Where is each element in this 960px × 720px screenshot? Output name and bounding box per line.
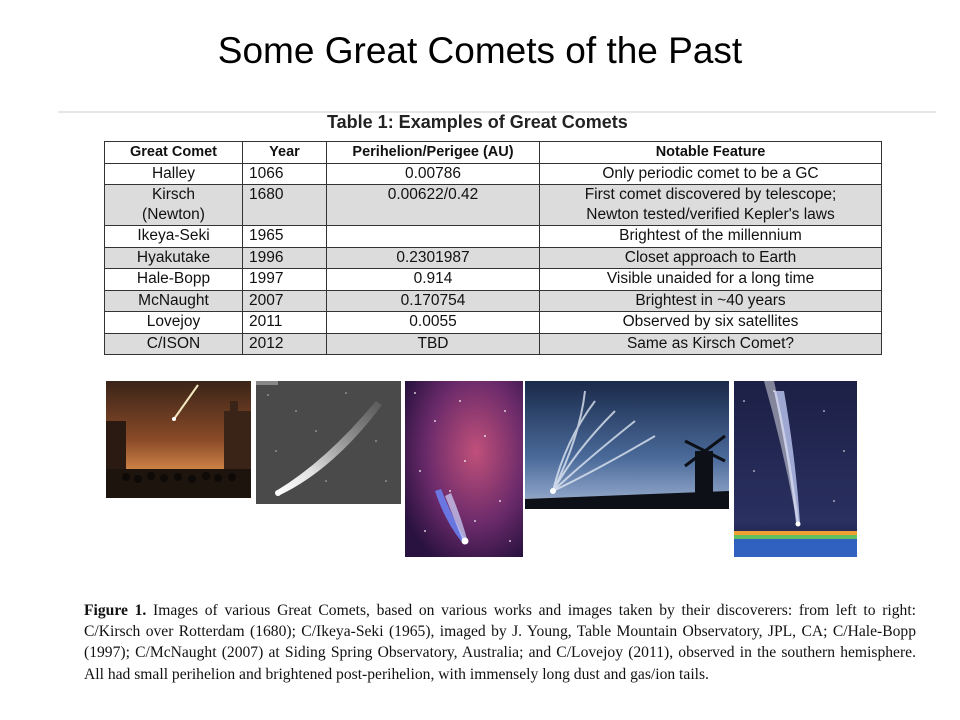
cell-great-comet [105, 290, 243, 312]
mcnaught-image [525, 381, 729, 509]
photo-hale-bopp [405, 381, 523, 557]
cell-great-comet [105, 185, 243, 226]
cell-notable-feature [540, 312, 882, 334]
cell-perihelion-line: 0.0055 [409, 313, 457, 330]
cell-great-comet [105, 163, 243, 185]
cell-perihelion-line: 0.914 [413, 270, 453, 287]
photo-mcnaught [525, 381, 729, 509]
figure-text: Images of various Great Comets, based on various works and images taken by their discoverers: from left to right: C/Kirsch over Rotterdam (1680); C/Ikeya-Seki (1965), imaged by J. Young, Table Mountain Observatory, JPL, CA; C/Hale-Bopp (1997); C/McNaught (2007) at Siding Spring Observatory, Australia; and C/Lovejoy (2011), observed in the southern hemisphere. All had small perihelion and brightened post-perihelion, with immensely long dust and gas/ion tails. [84, 602, 916, 683]
cell-notable-feature-line: Newton tested/verified Kepler's laws [586, 206, 835, 223]
cell-perihelion [327, 247, 540, 269]
cell-year [243, 163, 327, 185]
cell-perihelion [327, 185, 540, 226]
cell-great-comet-line: Kirsch [151, 186, 196, 203]
table-header-row [105, 142, 882, 164]
cell-notable-feature [540, 333, 882, 355]
photo-lovejoy [734, 381, 857, 557]
cell-year [243, 290, 327, 312]
cell-notable-feature [540, 247, 882, 269]
table-row [105, 163, 882, 185]
rotterdam-painting-image [106, 381, 251, 498]
photo-ikeya-seki [256, 381, 401, 504]
cell-great-comet-line: Lovejoy [146, 313, 201, 330]
cell-perihelion [327, 163, 540, 185]
table-row [105, 333, 882, 355]
cell-notable-feature-line: Brightest in ~40 years [635, 291, 786, 309]
cell-year [243, 185, 327, 226]
cell-perihelion [327, 290, 540, 312]
cell-year-line: 1997 [249, 270, 284, 287]
photo-kirsch-rotterdam [106, 381, 251, 498]
cell-great-comet [105, 269, 243, 291]
cell-notable-feature [540, 269, 882, 291]
header-great-comet: Great Comet [105, 142, 243, 164]
table-caption: Table 1: Examples of Great Comets [327, 112, 628, 132]
table-row [105, 185, 882, 226]
table-row [105, 247, 882, 269]
cell-perihelion [327, 269, 540, 291]
cell-perihelion-line: 0.00622/0.42 [387, 186, 479, 203]
figure-label: Figure 1. [84, 602, 147, 619]
table-row [105, 269, 882, 291]
cell-year [243, 269, 327, 291]
cell-year-line: 1965 [249, 227, 284, 244]
cell-year [243, 312, 327, 334]
cell-great-comet [105, 333, 243, 355]
cell-great-comet [105, 247, 243, 269]
cell-year-line: 1066 [249, 164, 284, 182]
cell-great-comet-line: Hyakutake [136, 248, 211, 266]
cell-perihelion-line: TBD [417, 334, 449, 352]
cell-year-line: 1996 [249, 248, 284, 266]
cell-year-line: 1680 [249, 186, 284, 203]
cell-year [243, 333, 327, 355]
great-comets-table [104, 141, 882, 355]
cell-notable-feature [540, 185, 882, 226]
cell-great-comet-line: Halley [151, 164, 196, 182]
cell-notable-feature-line: Visible unaided for a long time [606, 270, 815, 287]
figure-caption [84, 600, 916, 685]
cell-great-comet-line: (Newton) [142, 206, 205, 223]
cell-notable-feature-line: Same as Kirsch Comet? [626, 334, 795, 352]
cell-notable-feature [540, 290, 882, 312]
cell-year [243, 226, 327, 248]
cell-great-comet-line: Hale-Bopp [136, 270, 211, 287]
cell-great-comet-line: Ikeya-Seki [137, 227, 210, 244]
table-row [105, 290, 882, 312]
lovejoy-image [734, 381, 857, 557]
cell-year [243, 247, 327, 269]
table-row [105, 312, 882, 334]
cell-notable-feature-line: Only periodic comet to be a GC [602, 164, 819, 182]
cell-notable-feature [540, 226, 882, 248]
cell-year-line: 2007 [249, 291, 284, 309]
cell-perihelion [327, 333, 540, 355]
cell-perihelion-line: 0.00786 [404, 164, 462, 182]
hale-bopp-image [405, 381, 523, 557]
table-row [105, 226, 882, 248]
cell-year-line: 2011 [249, 313, 283, 330]
cell-perihelion [327, 226, 540, 248]
header-notable-feature: Notable Feature [540, 142, 882, 164]
cell-perihelion [327, 312, 540, 334]
cell-notable-feature [540, 163, 882, 185]
cell-great-comet [105, 226, 243, 248]
cell-great-comet-line: McNaught [138, 291, 209, 309]
cell-notable-feature-line: First comet discovered by telescope; [584, 186, 837, 203]
cell-year-line: 2012 [249, 334, 284, 352]
cell-great-comet-line: C/ISON [146, 334, 201, 352]
cell-great-comet [105, 312, 243, 334]
slide-title: Some Great Comets of the Past [217, 30, 743, 71]
header-year: Year [243, 142, 327, 164]
cell-notable-feature-line: Closet approach to Earth [624, 248, 797, 266]
cell-perihelion-line: 0.170754 [400, 291, 466, 309]
cell-notable-feature-line: Observed by six satellites [622, 313, 799, 330]
header-perihelion: Perihelion/Perigee (AU) [327, 142, 540, 164]
cell-notable-feature-line: Brightest of the millennium [619, 227, 802, 244]
ikeya-seki-image [256, 381, 401, 504]
cell-perihelion-line: 0.2301987 [396, 248, 470, 266]
